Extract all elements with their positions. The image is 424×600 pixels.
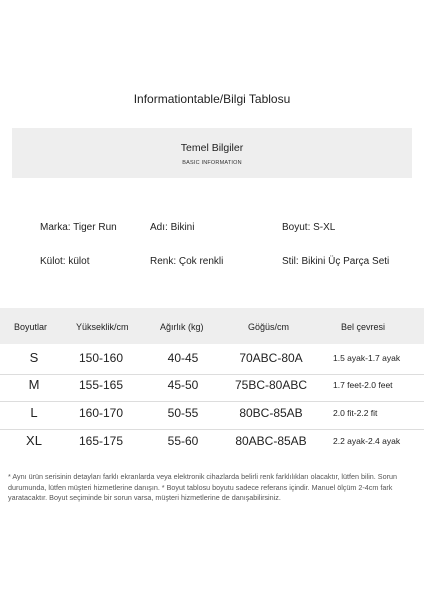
basic-info-banner [12, 128, 412, 178]
cell-chest: 80BC-85AB [239, 406, 303, 420]
table-row [0, 371, 424, 402]
cell-waist: 2.2 ayak-2.4 ayak [333, 436, 401, 446]
cell-height: 160-170 [78, 406, 124, 420]
header-chest: Göğüs/cm [248, 322, 290, 332]
footnote: * Aynı ürün serisinin detayları farklı ekranlarda veya elektronik cihazlarda belirli renk farklılıkları olacaktır, lütfen bilin. Sorun durumunda, lütfen müşteri hizmetlerine danışın. * Boyut tablosu boyutu sadece referans içindir. Manuel ölçüm 2-4cm fark yaratacaktır. Boyut seçiminde bir sorun varsa, müşteri hizmetlerine de danışabilirsiniz. [8, 472, 397, 502]
info-style: Stil: Bikini Üç Parça Seti [282, 256, 390, 267]
cell-weight: 40-45 [167, 351, 199, 365]
cell-size: S [29, 350, 39, 365]
info-type: Külot: külot [40, 256, 90, 267]
table-row [0, 427, 424, 457]
cell-waist: 2.0 fit-2.2 fit [333, 408, 378, 418]
cell-chest: 75BC-80ABC [234, 378, 308, 392]
cell-weight: 45-50 [167, 378, 199, 392]
cell-weight: 50-55 [167, 406, 199, 420]
cell-size: M [28, 377, 40, 392]
table-row [0, 399, 424, 430]
basic-info-subtitle: BASIC INFORMATION [182, 160, 242, 166]
cell-height: 165-175 [78, 434, 124, 448]
header-sizes: Boyutlar [14, 322, 48, 332]
header-waist: Bel çevresi [341, 322, 386, 332]
cell-chest: 80ABC-85AB [235, 434, 307, 448]
cell-height: 150-160 [78, 351, 124, 365]
cell-chest: 70ABC-80A [239, 351, 303, 365]
cell-height: 155-165 [78, 378, 124, 392]
basic-info-title: Temel Bilgiler [180, 142, 244, 154]
cell-size: L [30, 405, 38, 420]
page-title: Informationtable/Bilgi Tablosu [133, 92, 291, 106]
cell-size: XL [26, 433, 42, 448]
info-name: Adı: Bikini [150, 222, 195, 233]
cell-weight: 55-60 [167, 434, 199, 448]
header-height: Yükseklik/cm [76, 322, 129, 332]
info-brand: Marka: Tiger Run [40, 222, 117, 233]
info-color: Renk: Çok renkli [150, 256, 224, 267]
info-size: Boyut: S-XL [282, 222, 336, 233]
header-weight: Ağırlık (kg) [160, 322, 204, 332]
cell-waist: 1.7 feet-2.0 feet [333, 380, 393, 390]
cell-waist: 1.5 ayak-1.7 ayak [333, 353, 401, 363]
size-table-header [0, 308, 424, 344]
